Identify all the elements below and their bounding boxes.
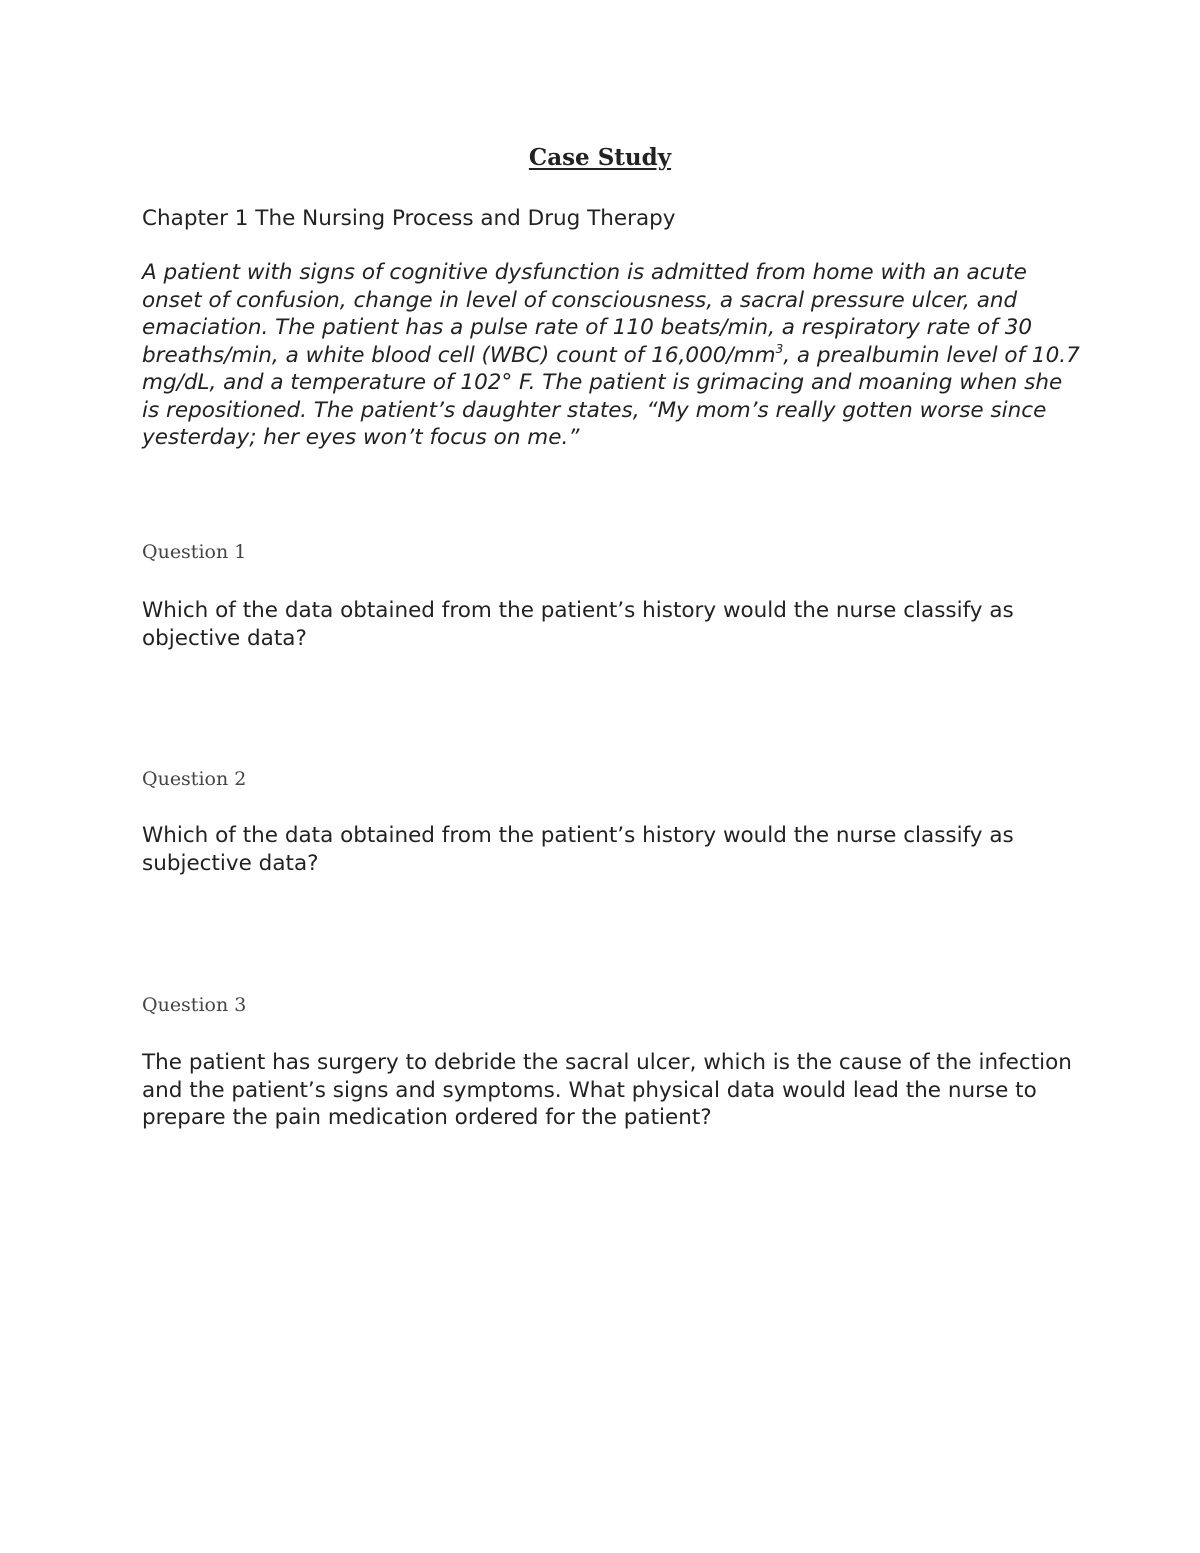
page-title: Case Study (528, 144, 672, 171)
question-3-text: The patient has surgery to debride the sacral ulcer, which is the cause of the infection and the patient’s signs and symptoms. What physical data would lead the nurse to prepare the pain medication ordered for the patient? (142, 1050, 1072, 1130)
question-2-text: Which of the data obtained from the patient’s history would the nurse classify as subjective data? (142, 823, 1014, 876)
question-2-label: Question 2 (142, 768, 247, 790)
scenario-text-part-1: A patient with signs of cognitive dysfunction is admitted from home with an acute onset of confusion, change in level of consciousness, a sacral pressure ulcer, and emaciation. The patient has a pulse rate of 110 beats/min, a respiratory rate of 30 breaths/min, a white blood cell (WBC) count of 16,000/mm (142, 260, 1033, 368)
question-1-label: Question 1 (142, 541, 247, 563)
case-scenario (142, 259, 1082, 452)
question-3-label: Question 3 (142, 994, 247, 1016)
scenario-superscript: 3 (775, 341, 784, 356)
scenario-text-part-2: , a prealbumin level of 10.7 mg/dL, and a temperature of 102° F. The patient is grimacing and moaning when she is repositioned. The patient’s daughter states, “My mom’s really gotten worse since yesterday; her eyes won’t focus on me.” (142, 342, 1080, 450)
question-1-text: Which of the data obtained from the patient’s history would the nurse classify as objective data? (142, 598, 1014, 651)
chapter-heading: Chapter 1 The Nursing Process and Drug Therapy (142, 206, 676, 231)
